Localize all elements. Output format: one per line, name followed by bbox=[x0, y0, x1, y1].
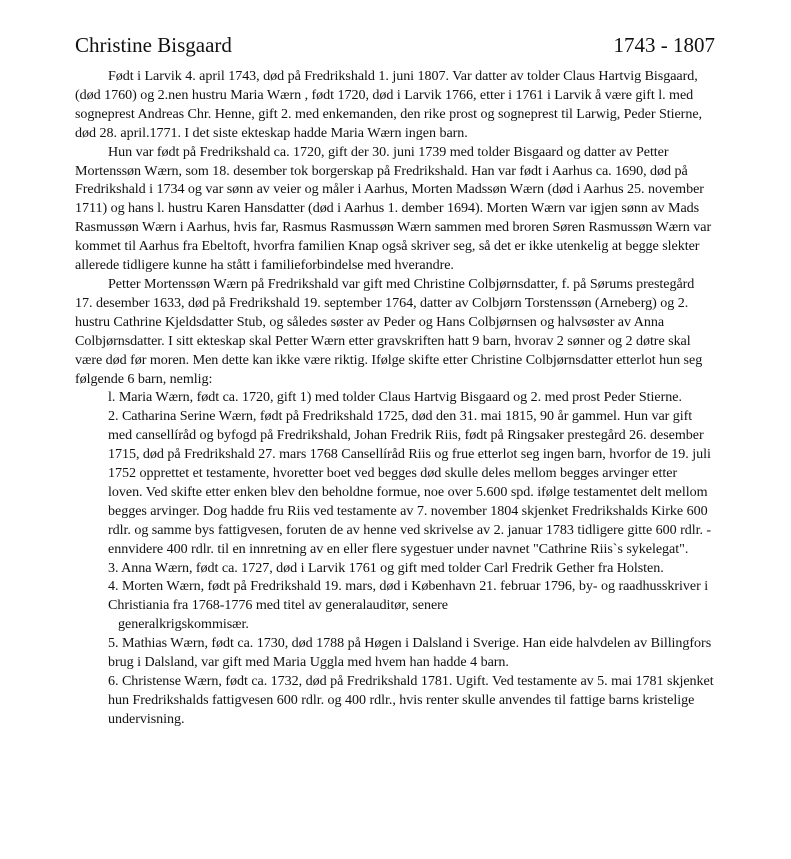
document-page bbox=[75, 30, 715, 729]
list-item-child-5: 5. Mathias Wærn, født ca. 1730, død 1788 på Høgen i Dalsland i Sverige. Han eide halvdelen av Billingfors brug i Dalsland, var gift med Maria Uggla med hvem han hadde 4 barn. bbox=[108, 635, 712, 671]
life-years-heading: 1743 - 1807 bbox=[613, 33, 715, 57]
list-item-child-3: 3. Anna Wærn, født ca. 1727, død i Larvik 1761 og gift med tolder Carl Fredrik Gether fra Holsten. bbox=[108, 559, 664, 576]
person-name-heading: Christine Bisgaard bbox=[75, 33, 232, 57]
document-body bbox=[75, 67, 715, 729]
list-item-child-2: 2. Catharina Serine Wærn, født på Fredrikshald 1725, død den 31. mai 1815, 90 år gammel. Hun var gift med cansellíråd og byfogd på Fredrikshald, Johan Fredrik Riis, født på Ringsaker prestegård 26. desember 1715, død på Fredrikshald 27. mars 1768 Cansellíråd Riis og frue etterlot seg ingen barn, hvorfor de 19. juli 1752 opprettet et testamente, hvoretter boet ved begges død skulle deles mellom begges arvinger etter loven. Ved skifte etter enken blev den beholdne formue, noe over 5.600 spd. ifølge testamentet delt mellom begges arvinger. Dog hadde fru Riis ved testamente av 7. november 1804 skjenket Fredrikshalds Kirke 600 rdlr. og samme bys fattigvesen, foruten de av henne ved skrivelse av 2. januar 1783 tidligere gitte 600 rdlr. - ennvidere 400 rdlr. til en innretning av en eller flere sygestuer under navnet "Cathrine Riis`s sykelegat". bbox=[108, 408, 712, 557]
list-item-child-4 bbox=[108, 577, 715, 634]
list-item-child-1: l. Maria Wærn, født ca. 1720, gift 1) med tolder Claus Hartvig Bisgaard og 2. med prost Peder Stierne. bbox=[108, 389, 682, 406]
document-header bbox=[75, 30, 715, 62]
list-item-child-6: 6. Christense Wærn, født ca. 1732, død på Fredrikshald 1781. Ugift. Ved testamente av 5. mai 1781 skjenket hun Fredrikshalds fattigvesen 600 rdlr. og 400 rdlr., hvis renter skulle anvendes til fattige barns kristelige undervisning. bbox=[108, 673, 714, 727]
paragraph-mother-ancestry: Hun var født på Fredrikshald ca. 1720, gift der 30. juni 1739 med tolder Bisgaard og datter av Petter Mortenssøn Wærn, som 18. desember tok borgerskap på Fredrikshald. Han var født i Aarhus ca. 1690, død på Fredrikshald i 1734 og var sønn av veier og måler i Aarhus, Morten Madssøn Wærn (død i Aarhus 25. november 1711) og hans l. hustru Karen Hansdatter (død i Aarhus 1. dember 1694). Morten Wærn var igjen sønn av Mads Rasmussøn Wærn i Aarhus, hvis far, Rasmus Rasmussøn Wærn sammen med broren Søren Rasmussøn Wærn var kommet til Aarhus fra Ebeltoft, hvorfra familien Knap også skriver seg, så det er ikke utenkelig at begge slekter allerede tidligere kunne ha stått i familieforbindelse med hverandre. bbox=[75, 143, 712, 274]
list-item-child-4-continuation: generalkrigskommisær. bbox=[118, 616, 249, 633]
list-item-child-4-text: 4. Morten Wærn, født på Fredrikshald 19. mars, død i København 21. februar 1796, by- og raadhusskriver i Christiania fra 1768-1776 med titel av generalauditør, senere bbox=[108, 578, 709, 614]
children-list bbox=[108, 388, 715, 728]
paragraph-birth-parents: Født i Larvik 4. april 1743, død på Fredrikshald 1. juni 1807. Var datter av tolder Claus Hartvig Bisgaard, (død 1760) og 2.nen hustru Maria Wærn , født 1720, død i Larvik 1766, etter i 1761 i Larvik å være gift l. med sogneprest Andreas Chr. Henne, gift 2. med enkemanden, den rike prost og sogneprest til Larwig, Peder Stierne, død 28. april.1771. I det siste ekteskap hadde Maria Wærn ingen barn. bbox=[75, 68, 702, 141]
paragraph-grandparents: Petter Mortenssøn Wærn på Fredrikshald var gift med Christine Colbjørnsdatter, f. på Sørums prestegård 17. desember 1633, død på Fredrikshald 19. september 1764, datter av Colbjørn Torstenssøn (Arneberg) og 2. hustru Cathrine Kjeldsdatter Stub, og således søster av Peder og Hans Colbjørnsen og halvsøster av Anna Colbjørnsdatter. I sitt ekteskap skal Petter Wærn etter gravskriften hatt 9 barn, hvorav 2 sønner og 2 døtre skal være død før moren. Men dette kan ikke være riktig. Ifølge skifte etter Christine Colbjørnsdatter etterlot hun seg følgende 6 barn, nemlig: bbox=[75, 275, 703, 387]
